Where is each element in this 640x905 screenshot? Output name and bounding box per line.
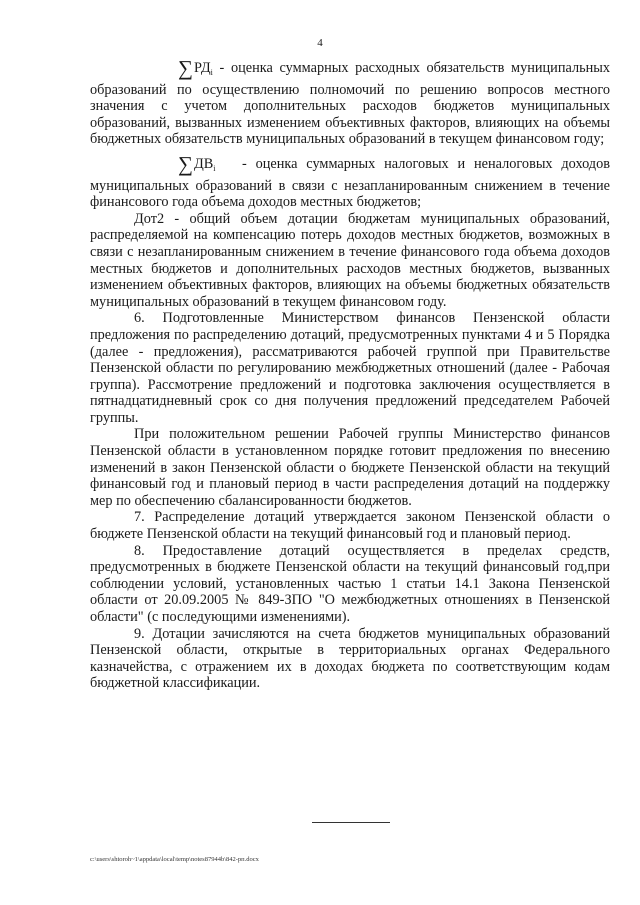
sigma-glyph: ∑: [178, 151, 193, 176]
paragraph-text: оценка суммарных расходных обязательств муниципальных образований по осуществлению полномочий по решению вопросов местного значения с учетом дополнительных расходов бюджетов муниципальных образований, вызванных изменением объективных факторов, влияющих на объемы бюджетных обязательств муниципальных образований в текущем финансовом году;: [90, 60, 611, 148]
paragraph-item-9: 9. Дотации зачисляются на счета бюджетов муниципальных образований Пензенской области, открытые в территориальных органах Федерального казначейства, с отражением их в доходах бюджета по соответствующим кодам бюджетной классификации.: [90, 625, 610, 692]
end-divider-line: [312, 822, 390, 823]
paragraph-dv-definition: [90, 151, 610, 211]
footer-file-path: c:\users\shtoroh~1\appdata\local\temp\notes87944b\842-рп.docx: [90, 856, 259, 863]
symbol-base: РД: [193, 60, 211, 76]
symbol-base: ДВ: [193, 155, 214, 172]
paragraph-dot2-definition: Дот2 - общий объем дотации бюджетам муниципальных образований, распределяемой на компенсацию потерь доходов местных бюджетов, возможных в связи с незапланированным снижением в течение финансового года объема доходов местных бюджетов и дополнительных расходов местных бюджетов, вызванных изменением объективных факторов, влияющих на объемы бюджетных обязательств муниципальных образований в текущем финансовом году.: [90, 210, 610, 310]
paragraph-item-8: 8. Предоставление дотаций осуществляется в пределах средств, предусмотренных в бюджете Пензенской области на текущий финансовый год,при соблюдении условий, установленных частью 1 статьи 14.1 Закона Пензенской области от 20.09.2005 № 849-ЗПО "О межбюджетных отношениях в Пензенской области" (с последующими изменениями).: [90, 542, 610, 625]
paragraph-rd-definition: [90, 56, 611, 148]
sum-dv-symbol: [134, 151, 216, 178]
paragraph-item-6: 6. Подготовленные Министерством финансов Пензенской области предложения по распределению дотаций, предусмотренных пунктами 4 и 5 Порядка (далее - предложения), рассматриваются рабочей группой при Правительстве Пензенской области по регулированию межбюджетных отношений (далее - Рабочая группа). Рассмотрение предложений и подготовка заключения осуществляется в пятнадцатидневный срок со дня получения предложений председателем Рабочей группы.: [90, 310, 610, 426]
symbol-dash: -: [219, 60, 225, 76]
document-body: [90, 56, 611, 692]
page-number: 4: [317, 37, 323, 49]
symbol-dash: -: [242, 155, 247, 172]
symbol-subscript: i: [213, 163, 216, 173]
sigma-glyph: ∑: [178, 56, 193, 80]
paragraph-item-7: 7. Распределение дотаций утверждается законом Пензенской области о бюджете Пензенской области на текущий финансовый год и плановый период.: [90, 509, 610, 543]
paragraph-text: оценка суммарных налоговых и неналоговых доходов муниципальных образований в связи с незапланированным снижением в течение финансового года объема доходов местных бюджетов;: [90, 155, 610, 211]
paragraph-working-group-decision: При положительном решении Рабочей группы Министерство финансов Пензенской области в установленном порядке готовит предложения по внесению изменений в закон Пензенской области о бюджете Пензенской области на текущий финансовый год и плановый период в части распределения дотаций на поддержку мер по обеспечению сбалансированности бюджетов.: [90, 426, 610, 509]
symbol-subscript: i: [210, 68, 213, 77]
sum-rd-symbol: [134, 56, 213, 82]
